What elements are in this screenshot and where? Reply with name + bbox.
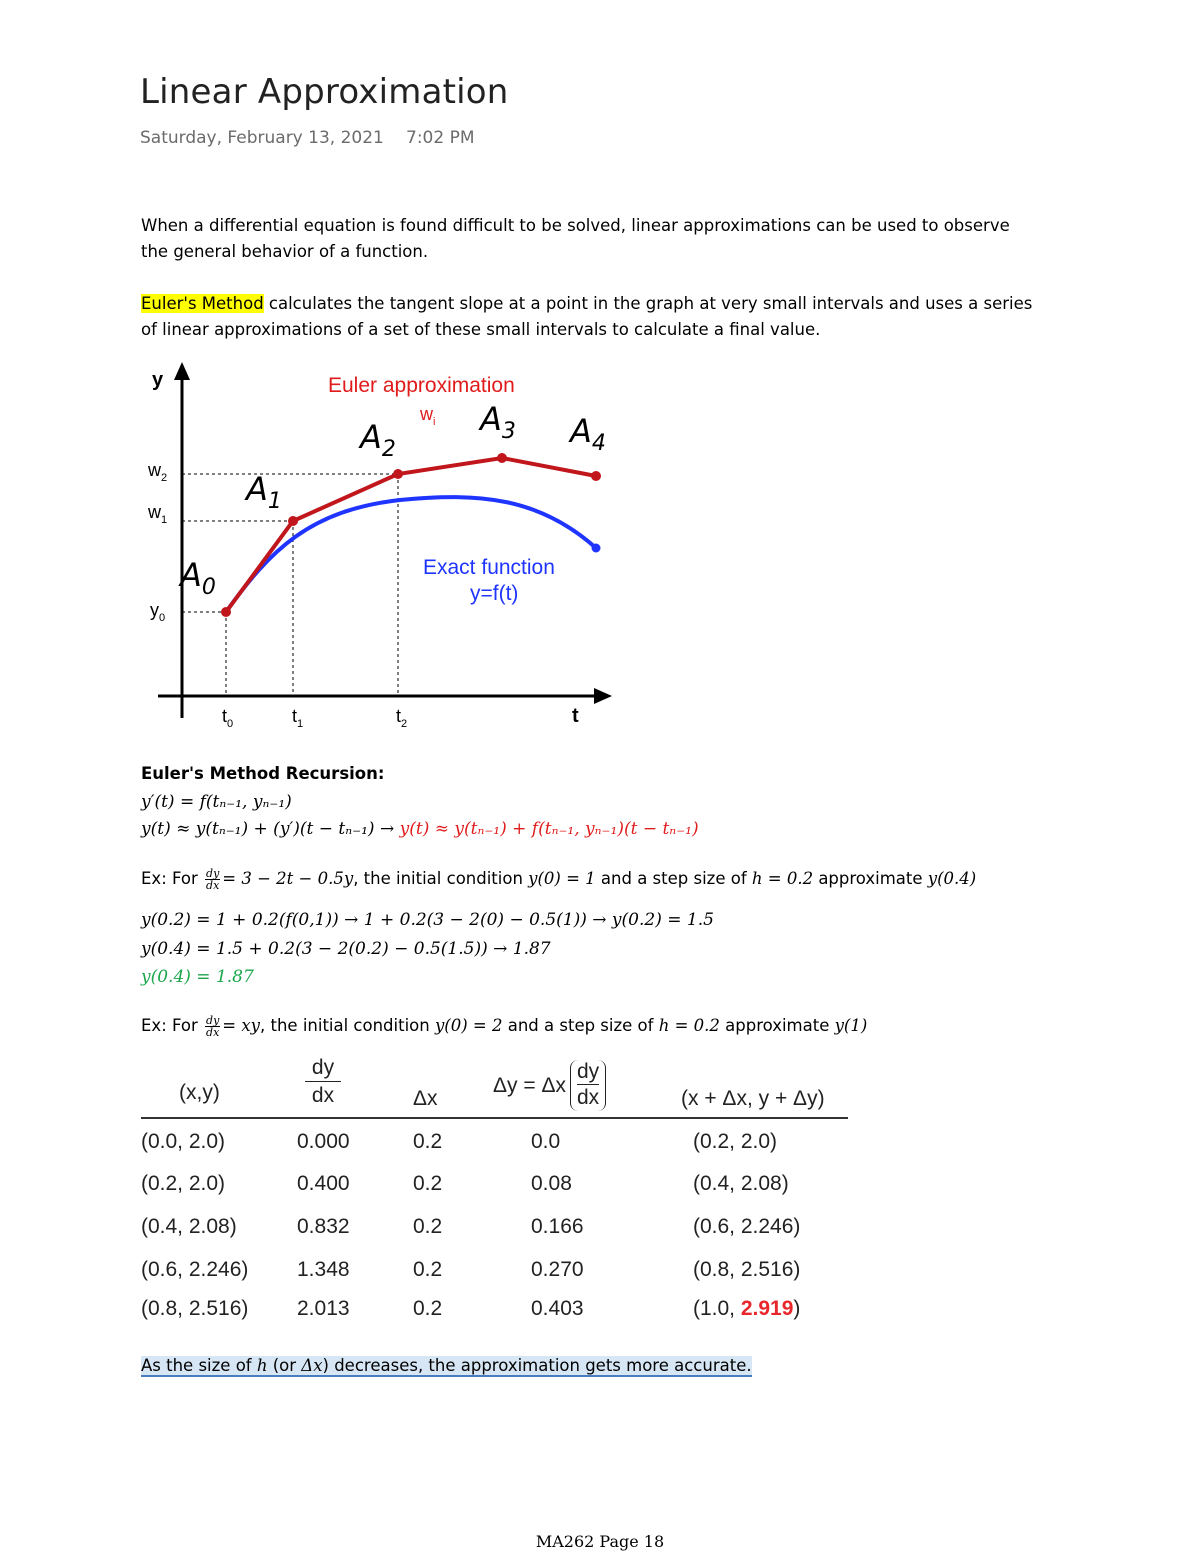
tick-t2: $t_2$ <box>396 706 408 730</box>
euler-approximation-label: Euler approximation <box>328 374 515 397</box>
recursion-heading: Euler's Method Recursion: <box>141 764 385 783</box>
euler-figure <box>140 360 630 750</box>
point-a1 <box>288 516 298 526</box>
exact-function-label: Exact function <box>423 556 555 579</box>
recursion-eq-2-right: y(t) ≈ y(tₙ₋₁) + f(tₙ₋₁, yₙ₋₁)(t − tₙ₋₁) <box>399 819 699 839</box>
intro-line-2: the general behavior of a function. <box>141 242 429 261</box>
point-a3 <box>497 453 507 463</box>
point-a2 <box>393 469 403 479</box>
euler-polyline <box>226 458 596 612</box>
header-dy: Δy = Δx $\frac{dy}{dx}$ <box>493 1060 606 1111</box>
header-xy: (x,y) <box>179 1081 220 1104</box>
tick-t0: $t_0$ <box>222 706 234 730</box>
recursion-eq-1: y′(t) = f(tₙ₋₁, yₙ₋₁) <box>141 792 292 812</box>
tick-t1: $t_1$ <box>292 706 304 730</box>
t-axis-label: t <box>572 705 579 727</box>
page-footer: MA262 Page 18 <box>535 1532 665 1551</box>
intro-paragraph <box>141 213 1091 265</box>
y-axis-label: y <box>152 369 164 391</box>
label-a1: $A_1$ <box>246 470 282 514</box>
conclusion-highlight: As the size of h (or Δx) decreases, the approximation gets more accurate. <box>141 1356 752 1375</box>
exact-function-end-point <box>592 544 601 553</box>
wi-label: $w_i$ <box>420 404 436 428</box>
t-axis-arrow <box>594 688 612 704</box>
y-axis-arrow <box>174 362 190 380</box>
euler-line-2: of linear approximations of a set of these small intervals to calculate a final value. <box>141 320 821 339</box>
tick-w1: $w_1$ <box>148 502 168 526</box>
header-dydx: dy dx <box>305 1055 341 1110</box>
table-header-rule <box>141 1117 848 1119</box>
header-dx: Δx <box>413 1087 438 1110</box>
tick-y0: $y_0$ <box>150 600 166 624</box>
final-approximation-value: 2.919 <box>740 1297 794 1320</box>
euler-paragraph <box>141 291 1091 343</box>
example-1-result: y(0.4) = 1.87 <box>141 967 254 987</box>
point-a0 <box>221 607 231 617</box>
recursion-eq-2-left: y(t) ≈ y(tₙ₋₁) + (y′)(t − tₙ₋₁) → <box>141 819 400 839</box>
recursion-eq-2 <box>141 819 699 839</box>
example-1-step-2: y(0.4) = 1.5 + 0.2(3 − 2(0.2) − 0.5(1.5)) → 1.87 <box>141 939 551 959</box>
example-1-step-1: y(0.2) = 1 + 0.2(f(0,1)) → 1 + 0.2(3 − 2(0) − 0.5(1)) → y(0.2) = 1.5 <box>141 910 714 930</box>
label-a3: $A_3$ <box>480 400 516 444</box>
point-a4 <box>591 471 601 481</box>
label-a4: $A_4$ <box>570 412 606 456</box>
conclusion <box>141 1356 752 1375</box>
page-date: Saturday, February 13, 2021 <box>140 128 384 148</box>
header-next-point: (x + Δx, y + Δy) <box>681 1087 825 1110</box>
example-2-statement: Ex: For $\frac{dy}{dx}$ = xy, the initial condition y(0) = 2 and a step size of h = 0.2 approximate y(1) <box>141 1014 868 1039</box>
label-a0: $A_0$ <box>180 556 216 600</box>
example-1-statement: Ex: For $\frac{dy}{dx}$ = 3 − 2t − 0.5y, the initial condition y(0) = 1 and a step size of h = 0.2 approximate y(0.4) <box>141 867 977 892</box>
example-1-fraction: $\frac{dy}{dx}$ <box>206 867 220 892</box>
label-a2: $A_2$ <box>360 418 396 462</box>
exact-function-formula: y=f(t) <box>470 582 519 605</box>
page-title: Linear Approximation <box>140 72 509 112</box>
tick-w2: $w_2$ <box>148 460 168 484</box>
page-time: 7:02 PM <box>406 128 475 148</box>
euler-line-1: calculates the tangent slope at a point in the graph at very small intervals and uses a series <box>263 294 1033 313</box>
euler-method-highlight: Euler's Method <box>141 294 264 313</box>
example-2-fraction: $\frac{dy}{dx}$ <box>206 1014 220 1039</box>
exact-function-curve <box>226 497 596 612</box>
intro-line-1: When a differential equation is found difficult to be solved, linear approximations can be used to observe <box>141 216 1010 235</box>
